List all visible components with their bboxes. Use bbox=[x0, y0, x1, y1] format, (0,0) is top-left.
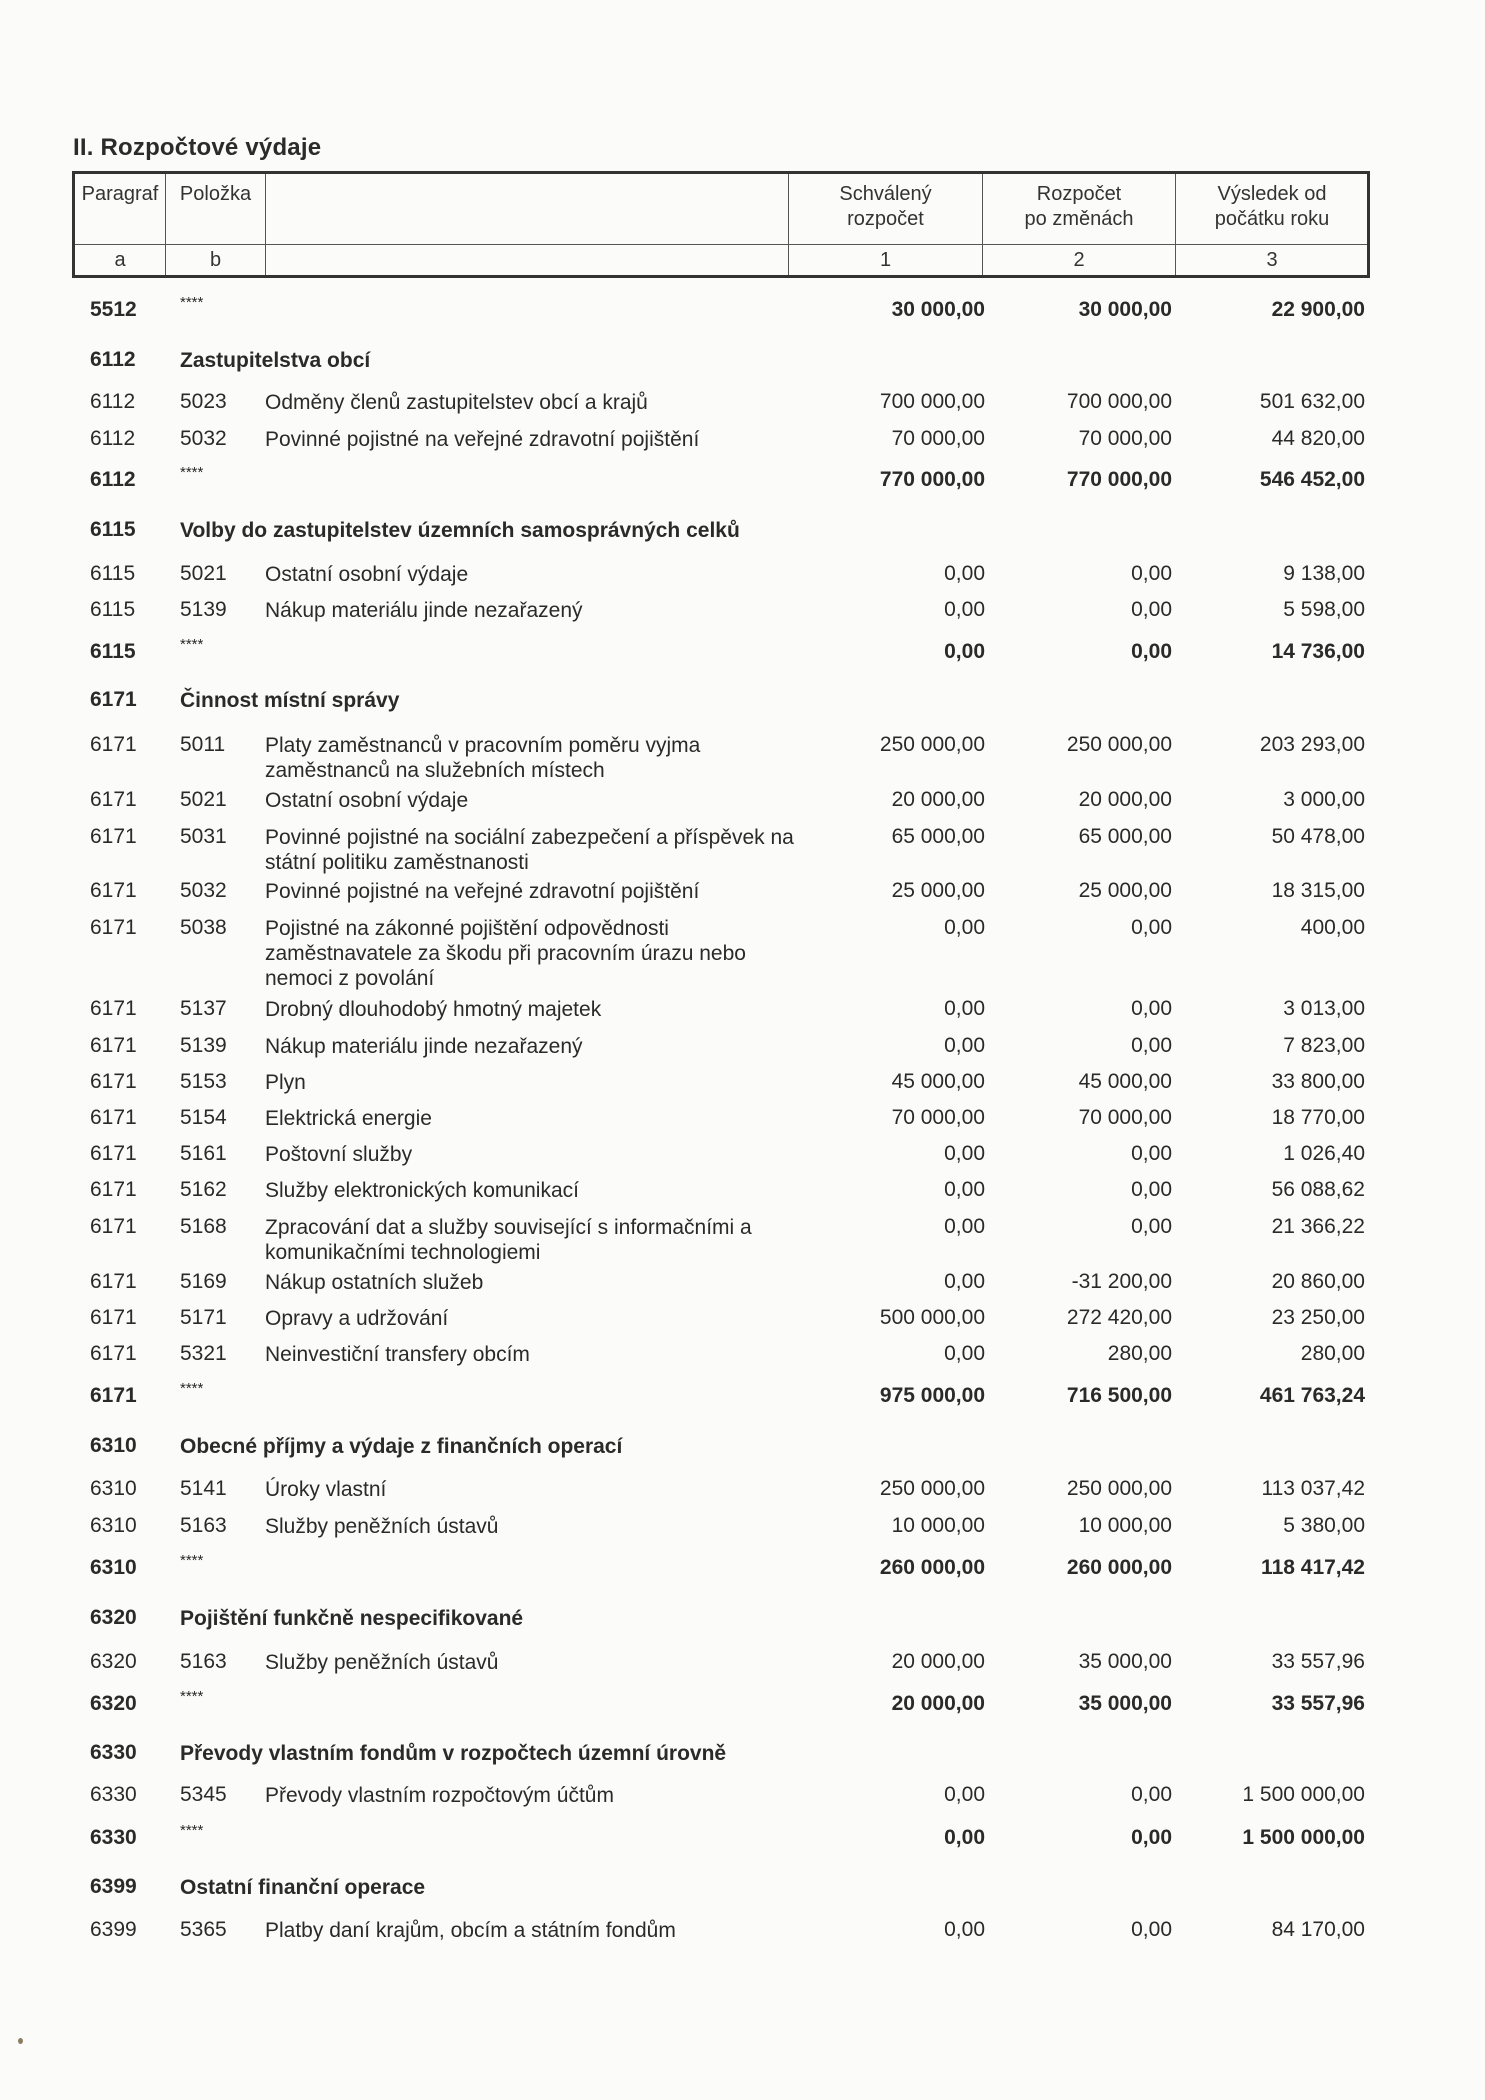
section-title: Zastupitelstva obcí bbox=[180, 349, 371, 372]
column-divider bbox=[265, 174, 266, 275]
paragraf-code: 6310 bbox=[90, 1514, 137, 1537]
paragraf-code: 5512 bbox=[90, 298, 137, 321]
header-index-a: a bbox=[114, 249, 126, 271]
paragraf-code: 6310 bbox=[90, 1434, 137, 1457]
value-vysledek: 400,00 bbox=[1300, 916, 1365, 939]
polozka-code: 5011 bbox=[180, 733, 226, 756]
polozka-code: 5032 bbox=[180, 427, 227, 450]
paragraf-code: 6115 bbox=[90, 518, 136, 541]
value-schvaleny-rozpocet: 0,00 bbox=[944, 1342, 985, 1365]
value-vysledek: 118 417,42 bbox=[1261, 1556, 1365, 1579]
item-description: Plyn bbox=[265, 1071, 306, 1094]
subtotal-marker: **** bbox=[180, 1552, 204, 1569]
value-vysledek: 1 026,40 bbox=[1283, 1142, 1365, 1165]
header-col1-line2: rozpočet bbox=[847, 208, 924, 230]
header-vysledek-od-pocatku-roku bbox=[1176, 182, 1368, 232]
polozka-code: 5365 bbox=[180, 1918, 227, 1941]
value-vysledek: 20 860,00 bbox=[1271, 1270, 1365, 1293]
value-vysledek: 14 736,00 bbox=[1271, 640, 1365, 663]
value-rozpocet-po-zmenach: 35 000,00 bbox=[1078, 1692, 1172, 1715]
paragraf-code: 6330 bbox=[90, 1783, 137, 1806]
value-rozpocet-po-zmenach: 0,00 bbox=[1131, 916, 1172, 939]
polozka-code: 5171 bbox=[180, 1306, 227, 1329]
paragraf-code: 6171 bbox=[90, 1306, 137, 1329]
paragraf-code: 6115 bbox=[90, 598, 136, 621]
value-vysledek: 5 598,00 bbox=[1283, 598, 1365, 621]
section-title: Obecné příjmy a výdaje z finančních operací bbox=[180, 1435, 623, 1458]
table-header bbox=[72, 171, 1370, 278]
value-schvaleny-rozpocet: 65 000,00 bbox=[891, 825, 985, 848]
paragraf-code: 6171 bbox=[90, 733, 137, 756]
item-description: Neinvestiční transfery obcím bbox=[265, 1343, 530, 1366]
value-vysledek: 7 823,00 bbox=[1283, 1034, 1365, 1057]
item-description: Převody vlastním rozpočtovým účtům bbox=[265, 1784, 614, 1807]
section-title: Ostatní finanční operace bbox=[180, 1876, 426, 1899]
paragraf-code: 6112 bbox=[90, 468, 136, 491]
subtotal-marker: **** bbox=[180, 1822, 204, 1839]
item-description: Drobný dlouhodobý hmotný majetek bbox=[265, 998, 602, 1021]
value-rozpocet-po-zmenach: 0,00 bbox=[1131, 1178, 1172, 1201]
value-schvaleny-rozpocet: 0,00 bbox=[944, 562, 985, 585]
value-vysledek: 501 632,00 bbox=[1259, 390, 1365, 413]
item-description: Platy zaměstnanců v pracovním poměru vyjma zaměstnanců na služebních místech bbox=[265, 734, 701, 782]
polozka-code: 5032 bbox=[180, 879, 227, 902]
value-rozpocet-po-zmenach: 770 000,00 bbox=[1066, 468, 1172, 491]
polozka-code: 5153 bbox=[180, 1070, 227, 1093]
header-rozpocet-po-zmenach bbox=[983, 182, 1175, 232]
polozka-code: 5163 bbox=[180, 1514, 227, 1537]
paragraf-code: 6171 bbox=[90, 997, 137, 1020]
value-vysledek: 56 088,62 bbox=[1271, 1178, 1365, 1201]
item-description: Úroky vlastní bbox=[265, 1478, 387, 1501]
value-rozpocet-po-zmenach: 280,00 bbox=[1107, 1342, 1172, 1365]
paragraf-code: 6320 bbox=[90, 1650, 137, 1673]
item-description: Elektrická energie bbox=[265, 1107, 432, 1130]
value-rozpocet-po-zmenach: 0,00 bbox=[1131, 997, 1172, 1020]
item-description: Služby peněžních ústavů bbox=[265, 1515, 499, 1538]
polozka-code: 5162 bbox=[180, 1178, 227, 1201]
paragraf-code: 6171 bbox=[90, 688, 137, 711]
section-title: Převody vlastním fondům v rozpočtech územní úrovně bbox=[180, 1742, 727, 1765]
value-vysledek: 18 315,00 bbox=[1271, 879, 1365, 902]
paragraf-code: 6112 bbox=[90, 427, 136, 450]
paragraf-code: 6330 bbox=[90, 1741, 137, 1764]
paragraf-code: 6171 bbox=[90, 1142, 137, 1165]
header-paragraf: Paragraf bbox=[81, 183, 159, 205]
header-index-3: 3 bbox=[1266, 249, 1278, 271]
value-vysledek: 3 000,00 bbox=[1283, 788, 1365, 811]
paragraf-code: 6171 bbox=[90, 1034, 137, 1057]
value-schvaleny-rozpocet: 0,00 bbox=[944, 1215, 985, 1238]
value-schvaleny-rozpocet: 0,00 bbox=[944, 1783, 985, 1806]
value-rozpocet-po-zmenach: 700 000,00 bbox=[1066, 390, 1172, 413]
value-rozpocet-po-zmenach: 45 000,00 bbox=[1078, 1070, 1172, 1093]
value-vysledek: 280,00 bbox=[1300, 1342, 1365, 1365]
value-schvaleny-rozpocet: 250 000,00 bbox=[879, 733, 985, 756]
paragraf-code: 6310 bbox=[90, 1556, 137, 1579]
paragraf-code: 6399 bbox=[90, 1875, 137, 1898]
value-schvaleny-rozpocet: 70 000,00 bbox=[891, 427, 985, 450]
value-rozpocet-po-zmenach: 10 000,00 bbox=[1078, 1514, 1172, 1537]
paragraf-code: 6320 bbox=[90, 1692, 137, 1715]
item-description: Povinné pojistné na veřejné zdravotní pojištění bbox=[265, 880, 700, 903]
value-rozpocet-po-zmenach: 0,00 bbox=[1131, 1783, 1172, 1806]
header-col2-line2: po změnách bbox=[1024, 208, 1134, 230]
paragraf-code: 6171 bbox=[90, 1384, 137, 1407]
value-rozpocet-po-zmenach: 716 500,00 bbox=[1066, 1384, 1172, 1407]
page-title: II. Rozpočtové výdaje bbox=[73, 134, 322, 161]
header-col2-line1: Rozpočet bbox=[1036, 183, 1122, 205]
polozka-code: 5023 bbox=[180, 390, 227, 413]
value-schvaleny-rozpocet: 0,00 bbox=[944, 598, 985, 621]
paragraf-code: 6171 bbox=[90, 1342, 137, 1365]
polozka-code: 5345 bbox=[180, 1783, 227, 1806]
value-schvaleny-rozpocet: 20 000,00 bbox=[891, 788, 985, 811]
value-rozpocet-po-zmenach: 0,00 bbox=[1131, 1215, 1172, 1238]
item-description: Ostatní osobní výdaje bbox=[265, 563, 469, 586]
section-title: Pojištění funkčně nespecifikované bbox=[180, 1607, 524, 1630]
value-vysledek: 84 170,00 bbox=[1271, 1918, 1365, 1941]
paragraf-code: 6171 bbox=[90, 788, 137, 811]
polozka-code: 5163 bbox=[180, 1650, 227, 1673]
value-rozpocet-po-zmenach: 35 000,00 bbox=[1078, 1650, 1172, 1673]
value-vysledek: 33 557,96 bbox=[1271, 1650, 1365, 1673]
item-description: Povinné pojistné na veřejné zdravotní pojištění bbox=[265, 428, 700, 451]
polozka-code: 5021 bbox=[180, 562, 227, 585]
paragraf-code: 6330 bbox=[90, 1826, 137, 1849]
paragraf-code: 6399 bbox=[90, 1918, 137, 1941]
value-rozpocet-po-zmenach: 260 000,00 bbox=[1066, 1556, 1172, 1579]
polozka-code: 5038 bbox=[180, 916, 227, 939]
paragraf-code: 6171 bbox=[90, 1270, 137, 1293]
polozka-code: 5139 bbox=[180, 598, 227, 621]
item-description: Služby peněžních ústavů bbox=[265, 1651, 499, 1674]
polozka-code: 5321 bbox=[180, 1342, 227, 1365]
header-schvaleny-rozpocet bbox=[789, 182, 982, 232]
paragraf-code: 6310 bbox=[90, 1477, 137, 1500]
value-vysledek: 22 900,00 bbox=[1271, 298, 1365, 321]
polozka-code: 5161 bbox=[180, 1142, 227, 1165]
value-vysledek: 1 500 000,00 bbox=[1242, 1783, 1365, 1806]
value-schvaleny-rozpocet: 45 000,00 bbox=[891, 1070, 985, 1093]
value-vysledek: 33 800,00 bbox=[1271, 1070, 1365, 1093]
value-rozpocet-po-zmenach: 250 000,00 bbox=[1066, 1477, 1172, 1500]
subtotal-marker: **** bbox=[180, 1380, 204, 1397]
value-vysledek: 1 500 000,00 bbox=[1242, 1826, 1365, 1849]
value-rozpocet-po-zmenach: -31 200,00 bbox=[1071, 1270, 1172, 1293]
value-schvaleny-rozpocet: 0,00 bbox=[944, 1142, 985, 1165]
value-schvaleny-rozpocet: 0,00 bbox=[944, 1034, 985, 1057]
value-schvaleny-rozpocet: 10 000,00 bbox=[891, 1514, 985, 1537]
paragraf-code: 6171 bbox=[90, 1106, 137, 1129]
item-description: Poštovní služby bbox=[265, 1143, 413, 1166]
value-schvaleny-rozpocet: 0,00 bbox=[944, 1178, 985, 1201]
value-schvaleny-rozpocet: 700 000,00 bbox=[879, 390, 985, 413]
polozka-code: 5168 bbox=[180, 1215, 227, 1238]
item-description: Povinné pojistné na sociální zabezpečení a příspěvek na státní politiku zaměstnanosti bbox=[265, 826, 794, 874]
paragraf-code: 6171 bbox=[90, 1178, 137, 1201]
section-title: Volby do zastupitelstev územních samosprávných celků bbox=[180, 519, 740, 542]
value-vysledek: 50 478,00 bbox=[1271, 825, 1365, 848]
value-rozpocet-po-zmenach: 0,00 bbox=[1131, 562, 1172, 585]
item-description: Zpracování dat a služby související s informačními a komunikačními technologiemi bbox=[265, 1216, 752, 1264]
value-rozpocet-po-zmenach: 250 000,00 bbox=[1066, 733, 1172, 756]
value-vysledek: 461 763,24 bbox=[1259, 1384, 1365, 1407]
item-description: Služby elektronických komunikací bbox=[265, 1179, 579, 1202]
header-polozka: Položka bbox=[179, 183, 252, 205]
value-schvaleny-rozpocet: 70 000,00 bbox=[891, 1106, 985, 1129]
polozka-code: 5141 bbox=[180, 1477, 227, 1500]
polozka-code: 5031 bbox=[180, 825, 227, 848]
value-vysledek: 546 452,00 bbox=[1259, 468, 1365, 491]
value-vysledek: 3 013,00 bbox=[1283, 997, 1365, 1020]
header-col3-line1: Výsledek od bbox=[1217, 183, 1327, 205]
paragraf-code: 6171 bbox=[90, 879, 137, 902]
value-schvaleny-rozpocet: 0,00 bbox=[944, 640, 985, 663]
value-schvaleny-rozpocet: 500 000,00 bbox=[879, 1306, 985, 1329]
value-vysledek: 5 380,00 bbox=[1283, 1514, 1365, 1537]
value-rozpocet-po-zmenach: 70 000,00 bbox=[1078, 1106, 1172, 1129]
value-rozpocet-po-zmenach: 70 000,00 bbox=[1078, 427, 1172, 450]
value-vysledek: 203 293,00 bbox=[1259, 733, 1365, 756]
item-description: Nákup ostatních služeb bbox=[265, 1271, 484, 1294]
value-rozpocet-po-zmenach: 0,00 bbox=[1131, 598, 1172, 621]
item-description: Pojistné na zákonné pojištění odpovědnosti zaměstnavatele za škodu při pracovním úrazu nebo nemoci z povolání bbox=[265, 917, 746, 990]
value-rozpocet-po-zmenach: 0,00 bbox=[1131, 1826, 1172, 1849]
value-schvaleny-rozpocet: 20 000,00 bbox=[891, 1692, 985, 1715]
paragraf-code: 6171 bbox=[90, 1070, 137, 1093]
paragraf-code: 6171 bbox=[90, 916, 137, 939]
value-schvaleny-rozpocet: 770 000,00 bbox=[879, 468, 985, 491]
value-schvaleny-rozpocet: 260 000,00 bbox=[879, 1556, 985, 1579]
polozka-code: 5139 bbox=[180, 1034, 227, 1057]
value-vysledek: 23 250,00 bbox=[1271, 1306, 1365, 1329]
polozka-code: 5169 bbox=[180, 1270, 227, 1293]
paragraf-code: 6112 bbox=[90, 390, 136, 413]
subtotal-marker: **** bbox=[180, 1688, 204, 1705]
polozka-code: 5154 bbox=[180, 1106, 227, 1129]
subtotal-marker: **** bbox=[180, 636, 204, 653]
item-description: Nákup materiálu jinde nezařazený bbox=[265, 1035, 583, 1058]
section-title: Činnost místní správy bbox=[180, 689, 400, 712]
paragraf-code: 6320 bbox=[90, 1606, 137, 1629]
item-description: Nákup materiálu jinde nezařazený bbox=[265, 599, 583, 622]
value-rozpocet-po-zmenach: 30 000,00 bbox=[1078, 298, 1172, 321]
item-description: Opravy a udržování bbox=[265, 1307, 449, 1330]
value-schvaleny-rozpocet: 0,00 bbox=[944, 1826, 985, 1849]
value-schvaleny-rozpocet: 0,00 bbox=[944, 1918, 985, 1941]
value-vysledek: 18 770,00 bbox=[1271, 1106, 1365, 1129]
value-schvaleny-rozpocet: 0,00 bbox=[944, 997, 985, 1020]
paragraf-code: 6115 bbox=[90, 640, 136, 663]
polozka-code: 5021 bbox=[180, 788, 227, 811]
item-description: Platby daní krajům, obcím a státním fondům bbox=[265, 1919, 676, 1942]
value-vysledek: 21 366,22 bbox=[1271, 1215, 1365, 1238]
paragraf-code: 6115 bbox=[90, 562, 136, 585]
value-rozpocet-po-zmenach: 272 420,00 bbox=[1066, 1306, 1172, 1329]
value-schvaleny-rozpocet: 25 000,00 bbox=[891, 879, 985, 902]
item-description: Ostatní osobní výdaje bbox=[265, 789, 469, 812]
header-index-b: b bbox=[209, 249, 222, 271]
item-description: Odměny členů zastupitelstev obcí a krajů bbox=[265, 391, 648, 414]
value-vysledek: 9 138,00 bbox=[1283, 562, 1365, 585]
value-vysledek: 33 557,96 bbox=[1271, 1692, 1365, 1715]
value-schvaleny-rozpocet: 975 000,00 bbox=[879, 1384, 985, 1407]
value-schvaleny-rozpocet: 0,00 bbox=[944, 916, 985, 939]
paragraf-code: 6171 bbox=[90, 825, 137, 848]
value-rozpocet-po-zmenach: 25 000,00 bbox=[1078, 879, 1172, 902]
header-row-divider bbox=[75, 244, 1367, 245]
value-rozpocet-po-zmenach: 0,00 bbox=[1131, 1918, 1172, 1941]
header-col1-line1: Schválený bbox=[839, 183, 932, 205]
value-rozpocet-po-zmenach: 20 000,00 bbox=[1078, 788, 1172, 811]
value-schvaleny-rozpocet: 250 000,00 bbox=[879, 1477, 985, 1500]
value-schvaleny-rozpocet: 20 000,00 bbox=[891, 1650, 985, 1673]
value-rozpocet-po-zmenach: 0,00 bbox=[1131, 640, 1172, 663]
value-vysledek: 44 820,00 bbox=[1271, 427, 1365, 450]
value-rozpocet-po-zmenach: 0,00 bbox=[1131, 1034, 1172, 1057]
header-index-2: 2 bbox=[1073, 249, 1085, 271]
header-index-1: 1 bbox=[879, 249, 892, 271]
subtotal-marker: **** bbox=[180, 464, 204, 481]
value-rozpocet-po-zmenach: 0,00 bbox=[1131, 1142, 1172, 1165]
paragraf-code: 6112 bbox=[90, 348, 136, 371]
value-schvaleny-rozpocet: 30 000,00 bbox=[891, 298, 985, 321]
header-col3-line2: počátku roku bbox=[1214, 208, 1330, 230]
polozka-code: 5137 bbox=[180, 997, 227, 1020]
value-schvaleny-rozpocet: 0,00 bbox=[944, 1270, 985, 1293]
value-vysledek: 113 037,42 bbox=[1261, 1477, 1365, 1500]
scan-speck bbox=[18, 2038, 23, 2044]
value-rozpocet-po-zmenach: 65 000,00 bbox=[1078, 825, 1172, 848]
subtotal-marker: **** bbox=[180, 294, 204, 311]
paragraf-code: 6171 bbox=[90, 1215, 137, 1238]
